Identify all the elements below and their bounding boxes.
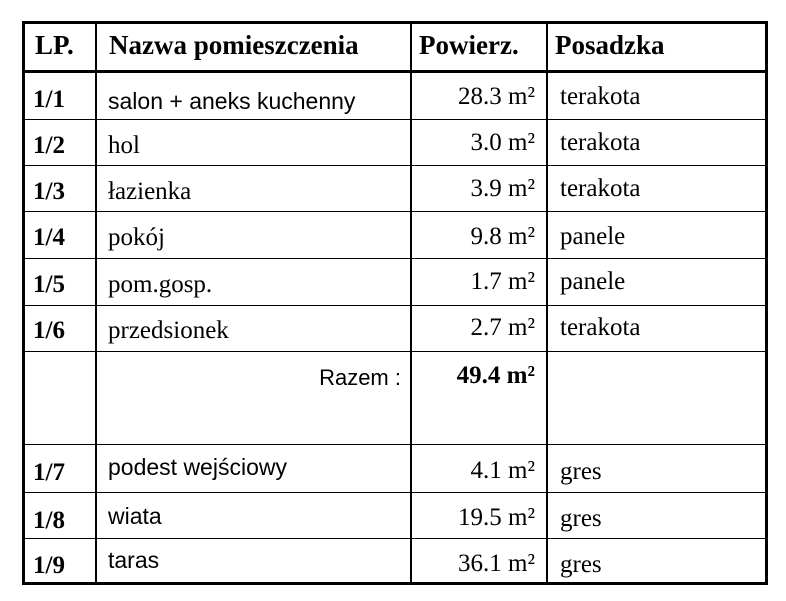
total-value: 49.4 m² [456,362,535,389]
row-lp: 1/3 [33,178,65,205]
row-floor: panele [560,268,626,295]
row-divider [25,351,765,352]
rooms-table [22,21,768,585]
column-divider [95,24,97,582]
row-area: 19.5 m² [458,504,535,531]
row-floor: gres [560,505,602,532]
header-lp: LP. [35,30,74,60]
row-lp: 1/9 [33,552,65,579]
row-floor: terakota [560,175,641,202]
row-name: pokój [108,224,165,251]
row-divider [25,119,765,120]
row-name: pom.gosp. [108,271,213,298]
row-area: 36.1 m² [458,550,535,577]
row-lp: 1/7 [33,459,65,486]
row-divider [25,538,765,539]
row-floor: terakota [560,83,641,110]
header-area: Powierz. [419,30,519,60]
header-name: Nazwa pomieszczenia [109,30,359,60]
row-divider [25,165,765,166]
row-area: 3.0 m² [470,129,535,156]
row-lp: 1/8 [33,507,65,534]
row-lp: 1/6 [33,317,65,344]
header-divider [25,70,765,73]
row-lp: 1/4 [33,224,65,251]
row-divider [25,492,765,493]
row-name: łazienka [108,178,192,205]
column-divider [410,24,412,582]
row-area: 3.9 m² [470,175,535,202]
row-divider [25,305,765,306]
total-label: Razem : [319,365,401,390]
row-name: hol [108,132,140,159]
row-lp: 1/1 [33,86,65,113]
row-area: 2.7 m² [470,314,535,341]
row-floor: gres [560,458,602,485]
row-area: 1.7 m² [470,268,535,295]
column-divider [546,24,548,582]
row-name: salon + aneks kuchenny [108,88,356,114]
row-area: 4.1 m² [470,457,535,484]
row-name: podest wejściowy [108,454,287,480]
row-lp: 1/2 [33,132,65,159]
row-divider [25,211,765,212]
row-floor: gres [560,551,602,578]
row-name: wiata [108,503,162,529]
row-name: przedsionek [108,317,229,344]
row-floor: terakota [560,129,641,156]
row-name: taras [108,547,160,573]
row-divider [25,444,765,445]
header-floor: Posadzka [555,30,665,60]
row-divider [25,258,765,259]
row-area: 9.8 m² [470,223,535,250]
row-area: 28.3 m² [458,83,535,110]
row-floor: terakota [560,314,641,341]
row-lp: 1/5 [33,271,65,298]
row-floor: panele [560,223,626,250]
